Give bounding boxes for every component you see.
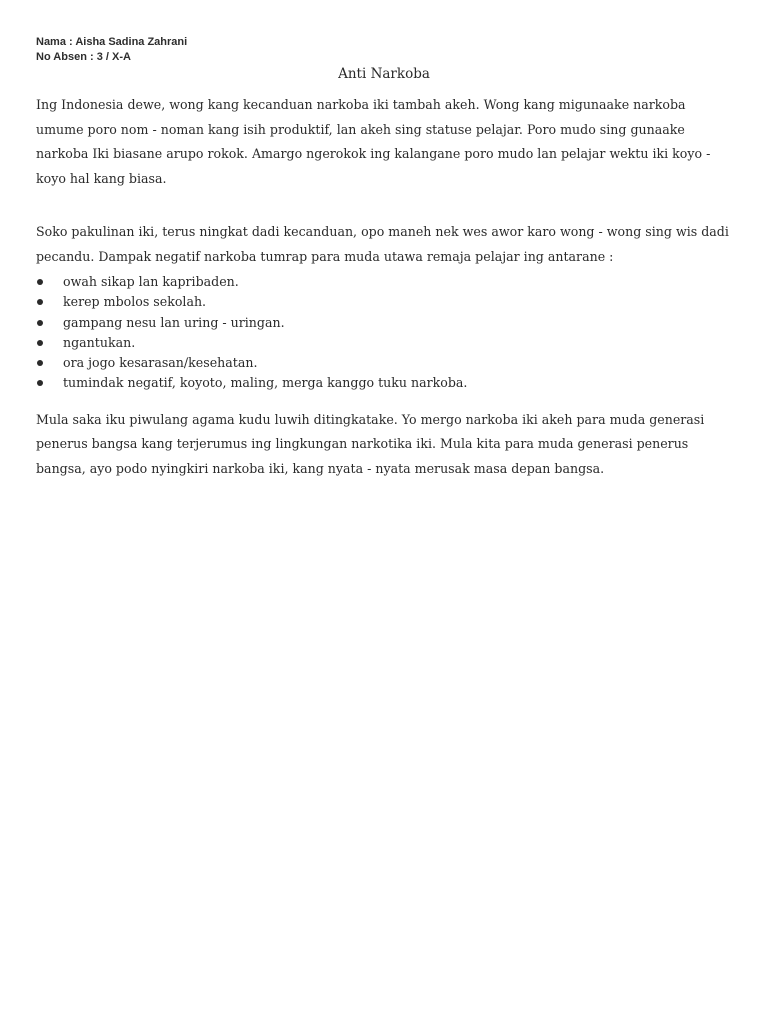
bullet-icon	[37, 279, 43, 285]
list-item-text: gampang nesu lan uring - uringan.	[63, 314, 285, 330]
list-item	[36, 333, 734, 353]
student-name: Nama : Aisha Sadina Zahrani	[36, 36, 188, 48]
paragraph: Ing Indonesia dewe, wong kang kecanduan narkoba iki tambah akeh. Wong kang migunaake narkoba umume poro nom - noman kang isih produktif, lan akeh sing statuse pelajar. Poro mudo sing gunaake narkoba Iki biasane arupo rokok. Amargo ngerokok ing kalangane poro mudo lan pelajar wektu iki koyo - koyo hal kang biasa.	[36, 97, 711, 186]
bullet-icon	[37, 340, 43, 346]
list-item	[36, 292, 734, 312]
list-item-text: tumindak negatif, koyoto, maling, merga kanggo tuku narkoba.	[63, 375, 468, 391]
bullet-icon	[37, 299, 43, 305]
student-absen: No Absen : 3 / X-A	[36, 51, 131, 63]
list-item	[36, 353, 734, 373]
document-title: Anti Narkoba	[338, 66, 430, 82]
list-item-text: ora jogo kesarasan/kesehatan.	[63, 355, 258, 371]
list-item-text: kerep mbolos sekolah.	[63, 294, 207, 310]
list-item-text: owah sikap lan kapribaden.	[63, 274, 239, 289]
list-item	[36, 313, 734, 333]
bullet-icon	[37, 380, 43, 386]
bullet-icon	[37, 360, 43, 366]
paragraph: Mula saka iku piwulang agama kudu luwih ditingkatake. Yo mergo narkoba iki akeh para muda generasi penerus bangsa kang terjerumus ing lingkungan narkotika iki. Mula kita para muda generasi penerus bangsa, ayo podo nyingkiri narkoba iki, kang nyata - nyata merusak masa depan bangsa.	[36, 411, 705, 476]
list-item	[36, 272, 734, 292]
paragraph: Soko pakulinan iki, terus ningkat dadi kecanduan, opo maneh nek wes awor karo wong - wong sing wis dadi pecandu. Dampak negatif narkoba tumrap para muda utawa remaja pelajar ing antarane :	[36, 224, 729, 264]
list-item	[36, 373, 734, 393]
document-body	[36, 93, 734, 481]
impact-list	[36, 272, 734, 394]
student-info	[36, 35, 187, 65]
bullet-icon	[37, 320, 43, 326]
list-item-text: ngantukan.	[63, 334, 136, 350]
